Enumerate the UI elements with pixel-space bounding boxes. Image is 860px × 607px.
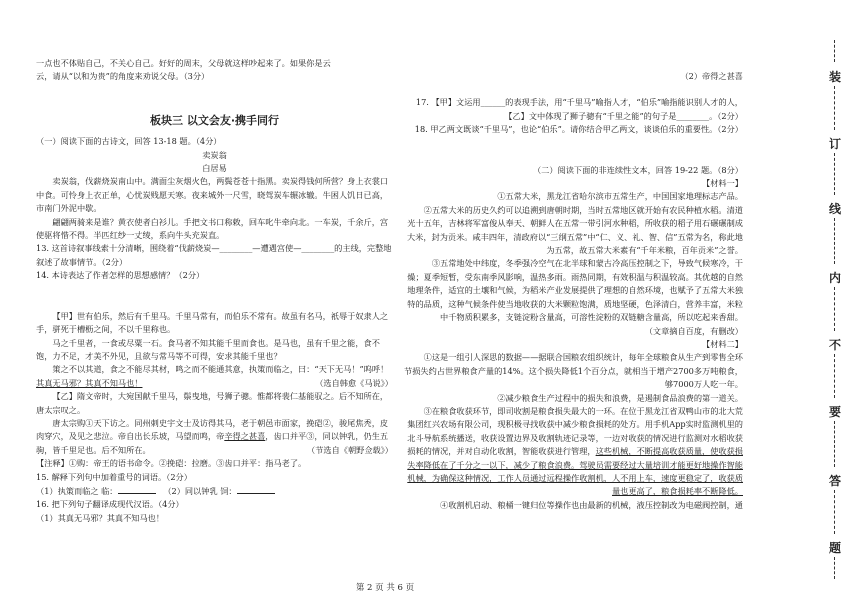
passage-jia-p3-text: 策之不以其道，食之不能尽其材，鸣之而不能通其意，执策而临之，曰：“天下无马！”呜呼！ — [52, 364, 389, 375]
question-13: 13. 这首诗叙事线索十分清晰，围绕着“伐薪烧炭—________—遭遇宫使—________的主线，完整地叙述了故事情节。（2分） — [36, 243, 392, 267]
material-2-underlined: 这些机械，不断提高收获质量，使收获损失率降低在了千分之一以下，减少了粮食浪费。驾驶员需要经过大量培训才能更好地操作智能机械，为确保这种情况，工作人员通过远程操作收割机，人不用上车，速度更稳定了，收获质量也更高了，粮食损耗率不断降低。 — [407, 446, 743, 497]
material-1-p3: ③五常地处中纬度，冬季强冷空气在北半球和蒙古冷高压控制之下，导致气候寒冷，干燥；夏季短暂，受东南季风影响，温热多雨。雨热同期，有效积温与积温较高。其优越的自然地理条件，适宜的土壤和气候，为稻米产业发展提供了理想的自然环境，也赋予了五常大米独特的品质，这种气候条件使当地收获的大米颗粒饱满，质地坚硬，色泽清白，营养丰富，米粒中千物质积累多，支链淀粉含量高，可溶性淀粉的双链糖含量高，所以吃起来香甜。 — [407, 258, 743, 323]
material-2-p3-text: ③在粮食收获环节，即司收割是粮食损失最大的一环。在位于黑龙江省双鸭山市的北大荒集团红兴农场有限公司，现积极寻找收获中减少粮食损耗的处方。用手机App实时监测机里的北斗导航系统播送，收获设置边界及收割轨迹记录等，一边对收获的情况进行监测对水稻收获损耗的情况，并对自动化收割，智能收获进行管理， — [407, 405, 743, 457]
right-column — [402, 57, 743, 512]
question-16: 16. 把下列句子翻译成现代汉语。（4分） — [36, 499, 184, 510]
answer-space-14 — [36, 283, 393, 310]
question-16-1: （1）其真无马邪？其真不知马也！ — [36, 512, 165, 523]
intro-line-1: 一点也不体贴自己，不关心自己。好好的周末，父母就这样吵起来了。如果你是云 — [36, 58, 331, 68]
material-1-p2: ②五常大米的历史久约可以追溯到唐朝时期，当时五常地区就开始有农民种植水稻。清道光十五年，吉林将军富俊从奉天、朝鲜人在五常一带引河水种稻，所收获的稻子用石碾碾制成大米，封为贡米。咸丰四年，清政府以“三纲五常”中“仁、义、礼、智、信”五常为名，称此地为五常，故五常大米素有“千年米粮，百年贡米”之誉。 — [406, 204, 743, 256]
passage-jia-underlined-sentence: 其真无马邪？其真不知马也！ — [36, 377, 143, 388]
material-1-p1: ①五常大米，黑龙江省哈尔滨市五常生产，中国国家地理标志产品。 — [497, 191, 743, 202]
material-2-p2: ②减少粮食生产过程中的损失和浪费，是遏制食品浪费的第一道关。 — [497, 392, 743, 403]
question-15-2: （2）同以钟乳 饲： — [163, 485, 237, 496]
binding-char-8: 题 — [828, 541, 841, 555]
question-14: 14. 本诗表达了作者怎样的思想感情？（2分） — [36, 270, 205, 281]
question-15-1: （1）执策而临之 临： — [36, 485, 118, 496]
passage-yi-p1: 【乙】隋文帝时，大宛国献千里马，鬃曳地，号狮子骢。惟都将裴仁基能驭之。后不知所在，唐太宗叹之。 — [36, 391, 389, 415]
answer-blank-15-1[interactable] — [118, 484, 156, 494]
binding-char-4: 内 — [828, 271, 841, 285]
annotations: 【注释】①购：帝王的语书命令。②挽硙：拉磨。③齿口并平：指马老了。 — [36, 458, 307, 469]
intro-line-2: 云，请从“以和为贵”的角度来劝说父母。（3分） — [36, 71, 210, 82]
material-2-p3 — [402, 405, 743, 499]
binding-char-3: 线 — [828, 202, 841, 216]
passage-yi-p2-tail: ，齿口并平③，同以钟乳，仍生五驹，皆千里足也。后不知所在。 — [36, 431, 389, 455]
question-15: 15. 解释下列句中加着重号的词语。（2分） — [36, 471, 192, 482]
binding-char-5: 不 — [828, 338, 841, 352]
passage-yi-p2-text: 唐太宗购①天下访之。同州刺史宇文士及访得其马，老于朝邑市面家，挽硙②，骏尾焦秃，皮肉穿穴，及见之悲泣。帝自出长乐坡，马望而鸣，帝 — [36, 417, 389, 442]
material-1-source: （文章摘自百度，有删改） — [644, 325, 743, 336]
material-1-heading: 【材料一】 — [702, 178, 743, 189]
left-column — [36, 57, 393, 525]
page-number: 第 2 页 共 6 页 — [355, 583, 415, 593]
material-2-p1: ①这是一组引人深思的数据——据联合国粮农组织统计，每年全球粮食从生产到零售全环节损失约占世界粮食产量的14%。这个损失降低1个百分点，就相当于增产2700多万吨粮食，够7000万人吃一年。 — [404, 352, 743, 390]
poem-paragraph-2: 翩翩两骑来是谁？黄衣使者白衫儿。手把文书口称敕，回车叱牛牵向北。一车炭，千余斤，宫使驱将惜不得。半匹红纱一丈绫，系向牛头充炭直。 — [36, 216, 389, 241]
binding-char-7: 答 — [828, 474, 841, 488]
part2-heading: （二）阅读下面的非连续性文本，回答 19-22 题。（8分） — [532, 164, 743, 175]
passage-yi-source: （节选自《朝野佥载》） — [307, 444, 393, 455]
passage-jia-p3 — [36, 363, 393, 390]
passage-jia-p2: 马之千里者，一食或尽粟一石。食马者不知其能千里而食也。是马也，虽有千里之能，食不饱，力不足，才美不外见，且欲与常马等不可得，安求其能千里也？ — [36, 337, 380, 361]
binding-char-2: 订 — [828, 137, 841, 151]
material-2-heading: 【材料二】 — [702, 338, 743, 349]
question-16-2: （2）帝得之甚喜 — [680, 71, 743, 81]
poem-author: 白居易 — [202, 163, 227, 174]
passage-yi-p2 — [36, 417, 393, 457]
poem-paragraph-1: 卖炭翁，伐薪烧炭南山中。满面尘灰烟火色，两鬓苍苍十指黑。卖炭得钱何所营？身上衣裳口中食。可怜身上衣正单，心忧炭贱愿天寒。夜来城外一尺雪，晓驾炭车辗冰辙。牛困人饥日已高，市南门外泥中歇。 — [36, 176, 389, 214]
answer-blank-15-2[interactable] — [237, 484, 275, 494]
poem-title: 卖炭翁 — [202, 149, 227, 160]
part1-heading: （一）阅读下面的古诗文，回答 13-18 题。（4分） — [36, 136, 222, 147]
passage-yi-underlined: 辛得之甚喜 — [224, 431, 266, 442]
question-18: 18. 甲乙两文既谈“千里马”，也论“伯乐”。请你结合甲乙两文，谈谈伯乐的重要性。（2分） — [414, 124, 743, 135]
passage-jia-p1: 【甲】世有伯乐，然后有千里马。千里马常有，而伯乐不常有。故虽有名马，祇辱于奴隶人之手，骈死于槽枥之间，不以千里称也。 — [36, 310, 389, 335]
binding-char-6: 要 — [828, 405, 841, 419]
passage-jia-source: （选自韩愈《马说》） — [315, 377, 393, 388]
binding-char-1: 装 — [828, 70, 841, 84]
question-17: 17. 【甲】文运用______的表现手法，用“千里马”喻指人才，“伯乐”喻指能识别人才的人，【乙】文中体现了狮子骢有“千里之能”的句子是________。（2分） — [415, 97, 743, 121]
material-2-p4: ④收割机启动、粮桶一键归位等操作也由最新的机械，液压控制改为电磁阀控制，通 — [440, 499, 743, 510]
binding-line — [822, 40, 848, 580]
section-title: 板块三 以文会友·携手同行 — [149, 113, 279, 127]
question-15-items — [36, 484, 393, 498]
